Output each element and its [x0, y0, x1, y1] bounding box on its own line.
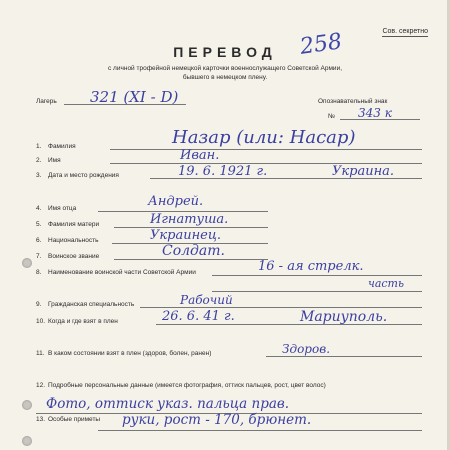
field-9-num: 9. [36, 301, 42, 308]
field-3-place: Украина. [332, 164, 395, 179]
subtitle-line-2: бывшего в немецком плену. [182, 74, 268, 81]
field-13-value: руки, рост - 170, брюнет. [122, 412, 312, 428]
document-subtitle [0, 64, 450, 82]
camp-value: 321 (XI - D) [90, 88, 179, 106]
field-4-value: Андрей. [148, 194, 204, 209]
field-11-underline [266, 356, 422, 357]
field-7-underline [114, 259, 268, 260]
handwritten-file-number: 258 [298, 29, 344, 60]
field-1-label: Фамилия [48, 143, 76, 150]
field-8-underline-2 [212, 291, 422, 292]
field-12-label: Подробные персональные данные (имеется фотография, оттиск пальцев, рост, цвет волос) [48, 382, 326, 389]
punch-hole [22, 436, 32, 446]
field-10-label: Когда и где взят в плен [48, 318, 118, 325]
field-6-value: Украинец. [150, 228, 222, 243]
field-8-underline [212, 275, 422, 276]
field-9-underline [140, 307, 422, 308]
field-7-num: 7. [36, 253, 42, 260]
field-2-label: Имя [48, 157, 61, 164]
field-12-num: 12. [36, 382, 46, 389]
punch-hole [22, 258, 32, 268]
field-13-underline [98, 430, 422, 431]
id-tag-label: Опознавательный знак [318, 98, 388, 105]
field-1-value: Назар (или: Насар) [172, 127, 356, 148]
field-7-value: Солдат. [162, 243, 225, 259]
field-5-value: Игнатуша. [150, 212, 229, 227]
field-5-num: 5. [36, 221, 42, 228]
field-10-num: 10. [36, 318, 46, 325]
field-13-num: 13. [36, 416, 46, 423]
document-title: ПЕРЕВОД [173, 44, 277, 60]
field-9-value: Рабочий [180, 293, 233, 307]
field-4-num: 4. [36, 205, 42, 212]
field-8-label: Наименование воинской части Советской Армии [48, 269, 196, 276]
field-2-num: 2. [36, 157, 42, 164]
id-tag-value: 343 к [358, 106, 392, 120]
field-11-value: Здоров. [282, 342, 331, 356]
field-11-label: В каком состоянии взят в плен (здоров, болен, ранен) [48, 350, 212, 357]
camp-label: Лагерь [36, 98, 57, 105]
field-8-value-2: часть [368, 277, 404, 290]
field-11-num: 11. [36, 350, 45, 357]
field-6-label: Национальность [48, 237, 99, 244]
field-5-label: Фамилия матери [48, 221, 100, 228]
field-8-value: 16 - ая стрелк. [258, 259, 364, 274]
field-10-place: Мариуполь. [300, 309, 388, 325]
field-1-num: 1. [36, 143, 42, 150]
field-2-value: Иван. [180, 148, 220, 163]
field-12-value: Фото, оттиск указ. пальца прав. [46, 396, 290, 412]
subtitle-line-1: с личной трофейной немецкой карточки военнослужащего Советской Армии, [107, 65, 343, 72]
field-6-num: 6. [36, 237, 42, 244]
field-1-underline [110, 149, 422, 150]
field-9-label: Гражданская специальность [48, 301, 135, 308]
field-3-date: 19. 6. 1921 г. [178, 164, 268, 179]
field-8-num: 8. [36, 269, 42, 276]
id-tag-number-sign: № [328, 113, 335, 120]
field-10-date: 26. 6. 41 г. [162, 309, 235, 324]
field-3-num: 3. [36, 172, 42, 179]
field-7-label: Воинское звание [48, 253, 100, 260]
field-4-label: Имя отца [48, 205, 77, 212]
field-3-label: Дата и место рождения [48, 172, 119, 179]
secrecy-label: Сов. секретно [382, 28, 428, 35]
punch-hole [22, 400, 32, 410]
field-13-label: Особые приметы [48, 416, 101, 423]
